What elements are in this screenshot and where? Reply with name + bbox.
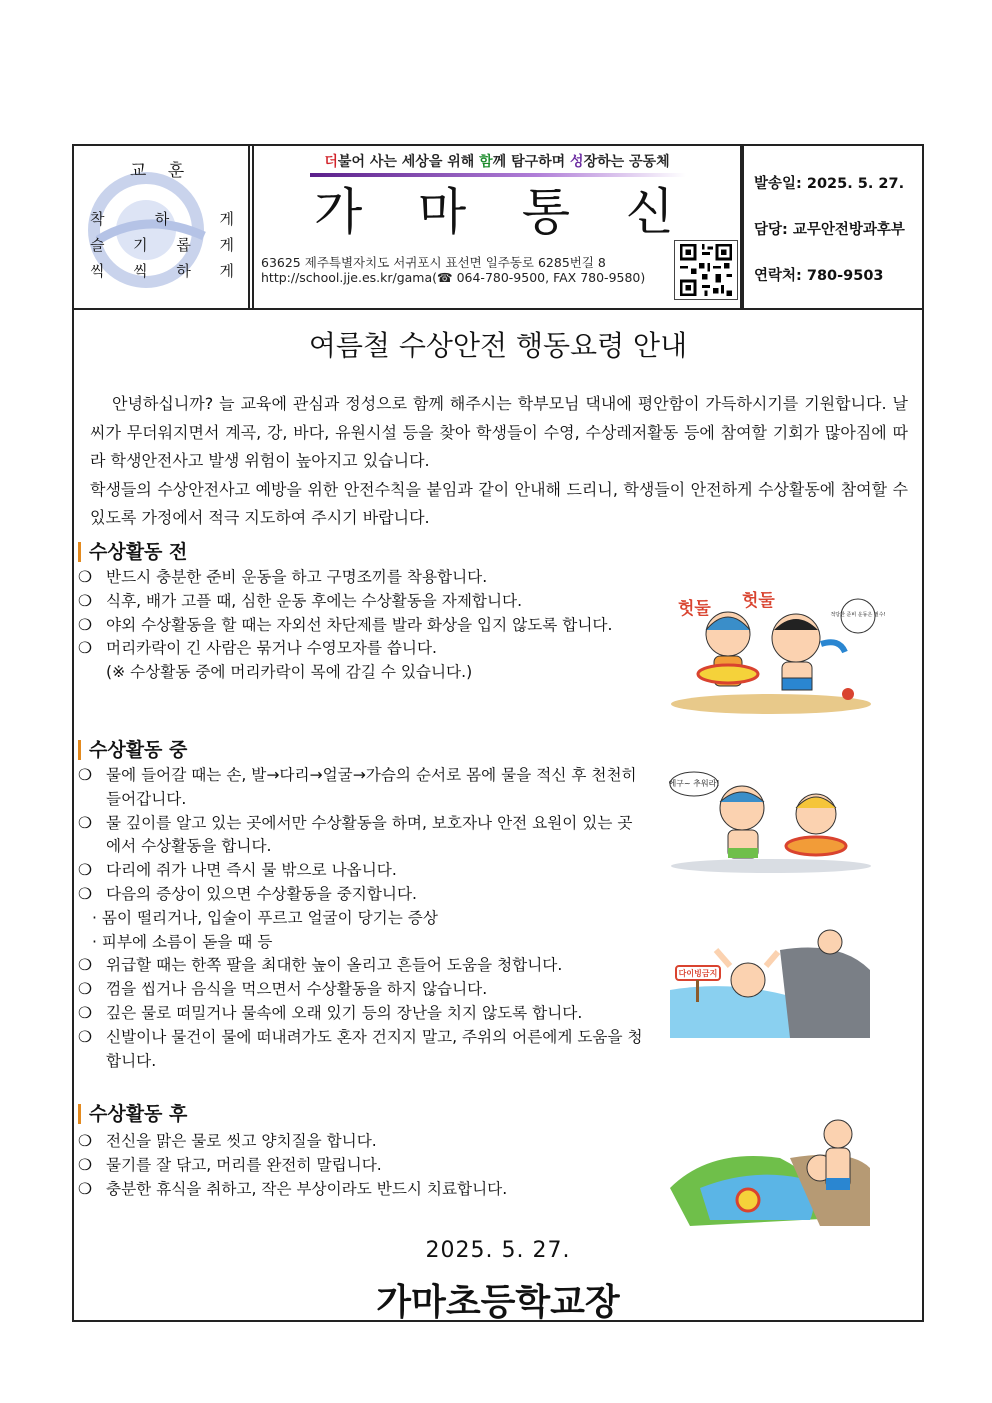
newsletter-header bbox=[74, 146, 922, 310]
list-item-text: 위급할 때는 한쪽 팔을 최대한 높이 올리고 흔들어 도움을 청합니다. bbox=[106, 956, 563, 975]
motto-char: 하 bbox=[176, 262, 191, 280]
circle-bullet-icon: ❍ bbox=[78, 1132, 92, 1150]
issue-date: 발송일: 2025. 5. 27. bbox=[754, 176, 905, 192]
circle-bullet-icon: ❍ bbox=[78, 1003, 92, 1022]
slogan-part: 성 bbox=[570, 154, 584, 170]
motto-char: 착 bbox=[90, 210, 105, 228]
list-item bbox=[78, 764, 644, 812]
contact-phone: 연락처: 780-9503 bbox=[754, 268, 884, 284]
list-subitem: · 몸이 떨리거나, 입술이 푸르고 얼굴이 당기는 증상 bbox=[92, 908, 438, 927]
newsletter-title-char: 가 bbox=[314, 183, 363, 241]
list-item bbox=[78, 978, 644, 1002]
circle-bullet-icon: ❍ bbox=[78, 591, 92, 610]
circle-bullet-icon: ❍ bbox=[78, 1179, 92, 1198]
section-title-before: 수상활동 전 bbox=[78, 542, 187, 562]
school-motto-box bbox=[74, 146, 250, 308]
list-item bbox=[78, 1178, 644, 1202]
list-item-text: 다리에 쥐가 나면 즉시 물 밖으로 나옵니다. bbox=[106, 861, 397, 880]
newsletter-title-char: 통 bbox=[521, 183, 571, 241]
slogan-part: 함 bbox=[479, 154, 493, 170]
list-item-text: 머리카락이 긴 사람은 묶거나 수영모자를 씁니다. bbox=[106, 639, 438, 658]
qr-code-icon[interactable] bbox=[674, 240, 738, 300]
circle-bullet-icon: ❍ bbox=[78, 813, 92, 832]
list-item-text: 신발이나 물건이 물에 떠내려가도 혼자 건지지 말고, 주위의 어른에게 도움을 청합니다. bbox=[106, 1027, 643, 1070]
section-before-list bbox=[78, 566, 644, 685]
section-title-during: 수상활동 중 bbox=[78, 740, 187, 760]
motto-char: 기 bbox=[133, 236, 148, 254]
rescue-illustration bbox=[670, 930, 870, 1038]
list-item-text: 물 깊이를 알고 있는 곳에서만 수상활동을 하며, 보호자나 안전 요원이 있는 곳에서 수상활동을 합니다. bbox=[106, 813, 633, 856]
warmup-word-1: 헛둘 bbox=[678, 599, 711, 619]
footer-date: 2025. 5. 27. bbox=[425, 1238, 571, 1263]
list-item bbox=[78, 883, 644, 907]
list-item-text: 반드시 충분한 준비 운동을 하고 구명조끼를 착용합니다. bbox=[106, 568, 488, 586]
circle-bullet-icon: ❍ bbox=[78, 1155, 92, 1174]
motto-char: 게 bbox=[219, 262, 234, 280]
cold-water-illustration bbox=[666, 768, 876, 874]
motto-char: 씩 bbox=[133, 262, 148, 280]
section-title-after: 수상활동 후 bbox=[78, 1104, 187, 1124]
school-slogan bbox=[254, 151, 740, 171]
section-after-list bbox=[78, 1130, 644, 1201]
motto-title: 교 훈 bbox=[129, 161, 193, 181]
page-title: 여름철 수상안전 행동요령 안내 bbox=[308, 329, 688, 362]
motto-char: 슬 bbox=[90, 236, 105, 254]
list-item bbox=[78, 1154, 644, 1178]
warmup-bubble: 적당한 준비 운동은 필수! bbox=[830, 612, 886, 618]
list-item-text: 물에 들어갈 때는 손, 발→다리→얼굴→가슴의 순서로 몸에 물을 적신 후 천천히 들어갑니다. bbox=[106, 766, 637, 808]
issue-info-box bbox=[742, 146, 924, 308]
list-item bbox=[78, 1002, 644, 1026]
danger-sign: 다이빙금지 bbox=[678, 969, 718, 978]
principal-signature: 가마초등학교장 bbox=[376, 1282, 620, 1323]
list-item-text: 다음의 증상이 있으면 수상활동을 중지합니다. bbox=[106, 884, 417, 903]
school-address: 63625 제주특별자치도 서귀포시 표선면 일주동로 6285번길 8 bbox=[261, 255, 606, 270]
newsletter-masthead bbox=[252, 146, 742, 308]
warmup-word-2: 헛둘 bbox=[742, 591, 775, 611]
list-item bbox=[78, 566, 644, 590]
list-item-text: 깊은 물로 떠밀거나 물속에 오래 있기 등의 장난을 치지 않도록 합니다. bbox=[106, 1003, 583, 1022]
list-item-text: 야외 수상활동을 할 때는 자외선 차단제를 발라 화상을 입지 않도록 합니다. bbox=[106, 615, 613, 634]
list-item bbox=[78, 637, 644, 661]
circle-bullet-icon: ❍ bbox=[78, 884, 92, 903]
cold-bubble: 에구~ 추워라! bbox=[668, 779, 720, 788]
motto-char: 씩 bbox=[90, 262, 105, 280]
motto-char: 게 bbox=[219, 210, 234, 228]
intro-paragraph-1: 안녕하십니까? 늘 교육에 관심과 정성으로 함께 해주시는 학부모님 댁내에 평안함이 가득하시기를 기원합니다. 날씨가 무더워지면서 계곡, 강, 바다, 유원시설 등을 찾아 학생들이 수영, 수상레저활동 등에 참여할 기회가 많아짐에 따라 학생안전사고 발생 위험이 높아지고 있습니다. bbox=[90, 394, 908, 471]
list-item-text: 전신을 맑은 물로 씻고 양치질을 합니다. bbox=[106, 1132, 377, 1150]
list-item-text: 껌을 씹거나 음식을 먹으면서 수상활동을 하지 않습니다. bbox=[106, 980, 488, 999]
slogan-part: 더 bbox=[324, 154, 338, 170]
circle-bullet-icon: ❍ bbox=[78, 1027, 92, 1046]
motto-line bbox=[90, 208, 234, 229]
list-item-text: 식후, 배가 고플 때, 심한 운동 후에는 수상활동을 자제합니다. bbox=[106, 591, 523, 610]
list-item bbox=[78, 859, 644, 883]
list-item bbox=[78, 954, 644, 978]
newsletter-title-char: 신 bbox=[625, 183, 674, 241]
section-during-list bbox=[78, 764, 644, 1073]
list-item-text: 충분한 휴식을 취하고, 작은 부상이라도 반드시 치료합니다. bbox=[106, 1179, 508, 1198]
slogan-part: 께 탐구하며 bbox=[492, 154, 571, 170]
circle-bullet-icon: ❍ bbox=[78, 568, 92, 586]
list-item bbox=[78, 1130, 644, 1154]
after-swim-illustration bbox=[670, 1108, 870, 1226]
slogan-part: 불어 사는 세상을 위해 bbox=[337, 154, 480, 170]
circle-bullet-icon: ❍ bbox=[78, 956, 92, 975]
list-subitem: · 피부에 소름이 돋을 때 등 bbox=[92, 932, 273, 951]
circle-bullet-icon: ❍ bbox=[78, 861, 92, 880]
circle-bullet-icon: ❍ bbox=[78, 639, 92, 658]
motto-char: 하 bbox=[154, 210, 170, 228]
motto-line bbox=[90, 260, 234, 281]
newsletter-title bbox=[314, 172, 674, 244]
list-item bbox=[78, 812, 644, 860]
list-item-text: 물기를 잘 닦고, 머리를 완전히 말립니다. bbox=[106, 1155, 382, 1174]
circle-bullet-icon: ❍ bbox=[78, 615, 92, 634]
list-item bbox=[78, 590, 644, 614]
warmup-illustration bbox=[666, 586, 886, 716]
slogan-part: 장하는 공동체 bbox=[583, 154, 670, 170]
list-note: (※ 수상활동 중에 머리카락이 목에 감길 수 있습니다.) bbox=[106, 663, 473, 682]
intro-paragraph-2: 학생들의 수상안전사고 예방을 위한 안전수칙을 붙임과 같이 안내해 드리니, 학생들이 안전하게 수상활동에 참여할 수 있도록 가정에서 적극 지도하여 주시기 바랍니다. bbox=[90, 479, 908, 528]
school-contact: http://school.jje.es.kr/gama(☎ 064-780-9500, FAX 780-9580) bbox=[261, 270, 646, 285]
circle-bullet-icon: ❍ bbox=[78, 766, 92, 784]
list-item bbox=[78, 614, 644, 638]
motto-char: 게 bbox=[219, 236, 234, 254]
newsletter-frame bbox=[72, 144, 924, 1322]
department: 담당: 교무안전방과후부 bbox=[754, 222, 905, 238]
circle-bullet-icon: ❍ bbox=[78, 980, 92, 999]
motto-line bbox=[90, 234, 234, 255]
newsletter-title-char: 마 bbox=[417, 183, 467, 241]
intro-text bbox=[90, 390, 908, 533]
list-item bbox=[78, 1026, 644, 1074]
motto-char: 롭 bbox=[176, 236, 191, 254]
